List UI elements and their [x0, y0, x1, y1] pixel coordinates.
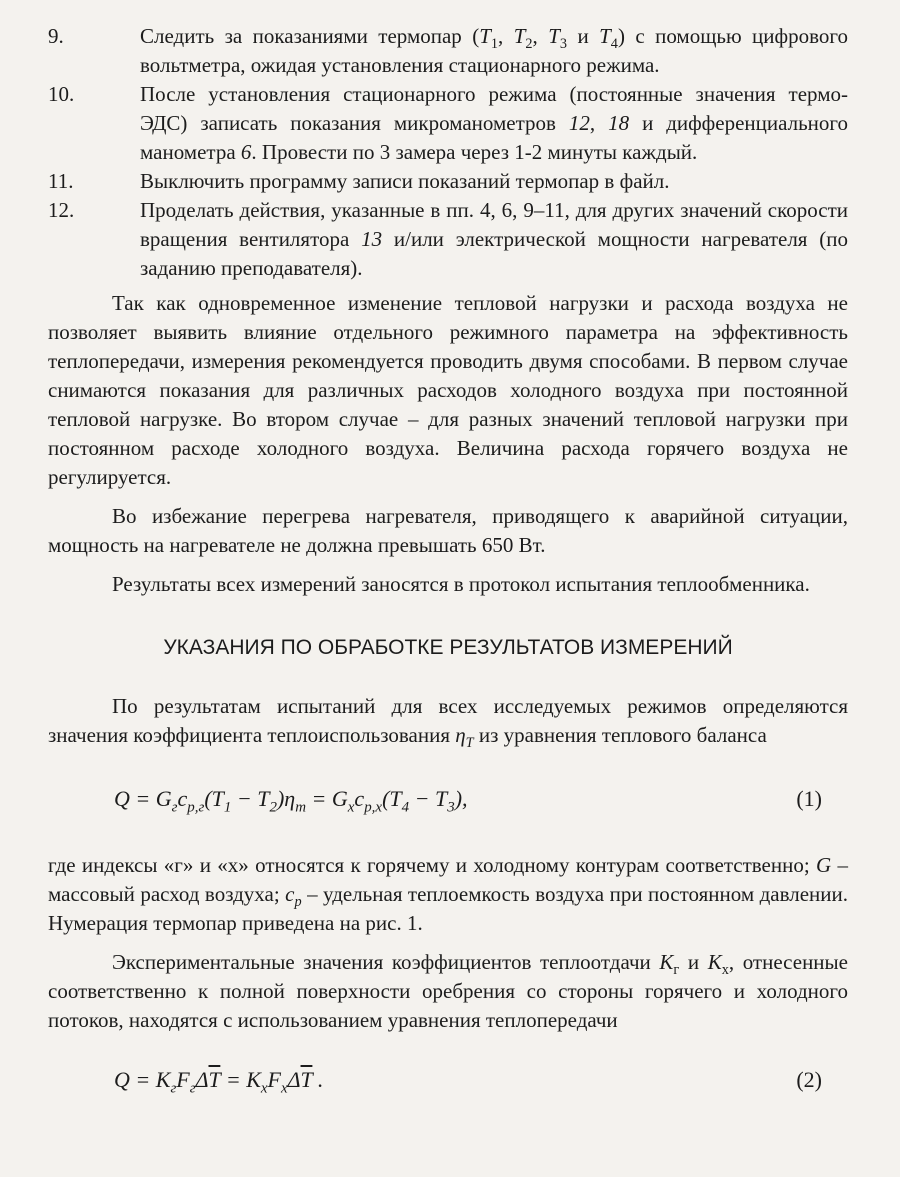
list-number: 10. [48, 82, 75, 106]
list-number: 9. [48, 24, 64, 48]
list-text: После установления стационарного режима (постоянные значения термо-ЭДС) записать показания микроманометров 12, 18 и дифференциального манометра 6. Провести по 3 замера через 1-2 минуты каждый. [140, 82, 849, 164]
paragraph-protocol: Результаты всех измерений заносятся в протокол испытания теплообменника. [112, 572, 810, 596]
list-number: 12. [48, 198, 75, 222]
paragraph-indices: где индексы «г» и «х» относятся к горячему и холодному контурам соответственно; G – массовый расход воздуха; $c_p$ – удельная теплоемкость воздуха при постоянном давлении. Нумерация термопар приведена на рис. 1. [48, 853, 848, 935]
formula-2 [48, 1065, 848, 1097]
paragraph-heat-balance: По результатам испытаний для всех исследуемых режимов определяются значения коэффициента теплоиспользования $\eta_T$ из уравнения теплового баланса [48, 694, 848, 752]
list-text: Проделать действия, указанные в пп. 4, 6, 9–11, для других значений скорости вращения вентилятора 13 и/или электрической мощности нагревателя (по заданию преподавателя). [140, 198, 848, 280]
section-heading: УКАЗАНИЯ ПО ОБРАБОТКЕ РЕЗУЛЬТАТОВ ИЗМЕРЕНИЙ [163, 636, 733, 659]
list-number: 11. [48, 169, 74, 193]
paragraph-overheat-warning: Во избежание перегрева нагревателя, приводящего к аварийной ситуации, мощность на нагревателе не должна превышать 650 Вт. [48, 504, 848, 557]
list-item-10 [48, 80, 848, 167]
formula-1-expression: $Q = G_гc_{p,г}(T_1 - T_2)\eta_т = G_хc_{p,х}(T_4 - T_3)$, [114, 786, 468, 816]
formula-2-number: (2) [796, 1067, 822, 1092]
list-item-11 [48, 167, 848, 196]
list-text: Следить за показаниями термопар ($T_1$, $T_2$, $T_3$ и $T_4$) с помощью цифрового вольтметра, ожидая установления стационарного режима. [140, 24, 848, 77]
formula-1 [48, 784, 848, 816]
list-item-9 [48, 22, 848, 80]
formula-1-number: (1) [796, 786, 822, 811]
formula-2-expression: $Q = K_гF_г\Delta\overline{T} = K_хF_х\Delta\overline{T}$ . [114, 1067, 324, 1097]
list-text: Выключить программу записи показаний термопар в файл. [140, 169, 670, 193]
list-item-12 [48, 196, 848, 283]
document-page [48, 22, 849, 1097]
paragraph-heat-transfer: Экспериментальные значения коэффициентов теплоотдачи $K_г$ и $K_х$, отнесенные соответственно к полной поверхности оребрения со стороны горячего и холодного потоков, находятся с использованием уравнения теплопередачи [48, 950, 848, 1032]
paragraph-methods: Так как одновременное изменение тепловой нагрузки и расхода воздуха не позволяет выявить влияние отдельного режимного параметра на эффективность теплопередачи, измерения рекомендуется проводить двумя способами. В первом случае снимаются показания для различных расходов холодного воздуха при постоянной тепловой нагрузке. Во втором случае – для разных значений тепловой нагрузки при постоянном расходе холодного воздуха. Величина расхода горячего воздуха не регулируется. [48, 291, 848, 489]
